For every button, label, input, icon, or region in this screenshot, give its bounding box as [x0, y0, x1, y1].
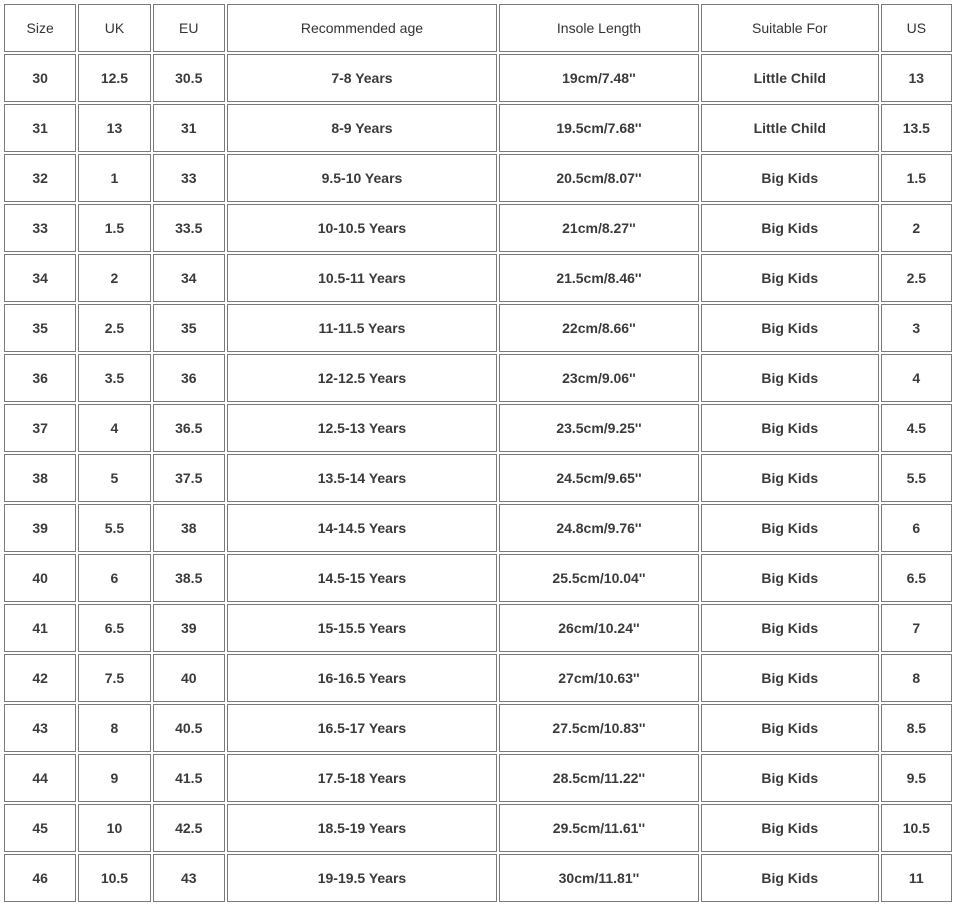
cell-recommended-age: 14.5-15 Years: [227, 554, 497, 602]
cell-us: 2.5: [881, 254, 952, 302]
cell-insole-length: 23cm/9.06'': [499, 354, 699, 402]
cell-size: 39: [4, 504, 76, 552]
table-row: [4, 354, 952, 402]
cell-insole-length: 21cm/8.27'': [499, 204, 699, 252]
size-chart-table: [2, 2, 954, 904]
cell-recommended-age: 18.5-19 Years: [227, 804, 497, 852]
table-row: [4, 104, 952, 152]
cell-uk: 1.5: [78, 204, 150, 252]
cell-recommended-age: 11-11.5 Years: [227, 304, 497, 352]
cell-insole-length: 21.5cm/8.46'': [499, 254, 699, 302]
cell-uk: 7.5: [78, 654, 150, 702]
cell-size: 37: [4, 404, 76, 452]
cell-insole-length: 28.5cm/11.22'': [499, 754, 699, 802]
cell-eu: 31: [153, 104, 225, 152]
cell-size: 41: [4, 604, 76, 652]
cell-recommended-age: 16.5-17 Years: [227, 704, 497, 752]
table-row: [4, 404, 952, 452]
table-row: [4, 704, 952, 752]
cell-eu: 38.5: [153, 554, 225, 602]
cell-uk: 9: [78, 754, 150, 802]
cell-size: 45: [4, 804, 76, 852]
cell-insole-length: 27cm/10.63'': [499, 654, 699, 702]
cell-suitable-for: Big Kids: [701, 504, 879, 552]
cell-insole-length: 19.5cm/7.68'': [499, 104, 699, 152]
cell-eu: 36.5: [153, 404, 225, 452]
cell-suitable-for: Big Kids: [701, 304, 879, 352]
cell-us: 8: [881, 654, 952, 702]
cell-suitable-for: Big Kids: [701, 354, 879, 402]
cell-eu: 33: [153, 154, 225, 202]
cell-eu: 41.5: [153, 754, 225, 802]
cell-size: 44: [4, 754, 76, 802]
column-header-recommended-age: Recommended age: [227, 4, 497, 52]
cell-us: 13.5: [881, 104, 952, 152]
cell-uk: 13: [78, 104, 150, 152]
cell-recommended-age: 8-9 Years: [227, 104, 497, 152]
table-row: [4, 754, 952, 802]
cell-us: 10.5: [881, 804, 952, 852]
cell-recommended-age: 19-19.5 Years: [227, 854, 497, 902]
cell-uk: 6.5: [78, 604, 150, 652]
cell-us: 1.5: [881, 154, 952, 202]
cell-eu: 39: [153, 604, 225, 652]
cell-suitable-for: Big Kids: [701, 604, 879, 652]
cell-size: 32: [4, 154, 76, 202]
cell-recommended-age: 12-12.5 Years: [227, 354, 497, 402]
cell-uk: 10: [78, 804, 150, 852]
table-row: [4, 804, 952, 852]
cell-recommended-age: 17.5-18 Years: [227, 754, 497, 802]
column-header-suitable-for: Suitable For: [701, 4, 879, 52]
cell-eu: 40.5: [153, 704, 225, 752]
table-row: [4, 854, 952, 902]
column-header-us: US: [881, 4, 952, 52]
cell-insole-length: 30cm/11.81'': [499, 854, 699, 902]
cell-recommended-age: 16-16.5 Years: [227, 654, 497, 702]
cell-suitable-for: Big Kids: [701, 804, 879, 852]
cell-suitable-for: Big Kids: [701, 654, 879, 702]
cell-suitable-for: Big Kids: [701, 704, 879, 752]
table-header: [4, 4, 952, 52]
cell-uk: 12.5: [78, 54, 150, 102]
column-header-size: Size: [4, 4, 76, 52]
cell-insole-length: 23.5cm/9.25'': [499, 404, 699, 452]
cell-suitable-for: Big Kids: [701, 754, 879, 802]
cell-us: 9.5: [881, 754, 952, 802]
cell-insole-length: 26cm/10.24'': [499, 604, 699, 652]
cell-eu: 38: [153, 504, 225, 552]
cell-us: 13: [881, 54, 952, 102]
cell-insole-length: 29.5cm/11.61'': [499, 804, 699, 852]
cell-recommended-age: 7-8 Years: [227, 54, 497, 102]
cell-insole-length: 24.8cm/9.76'': [499, 504, 699, 552]
cell-eu: 34: [153, 254, 225, 302]
column-header-insole-length: Insole Length: [499, 4, 699, 52]
cell-size: 38: [4, 454, 76, 502]
cell-size: 43: [4, 704, 76, 752]
cell-eu: 43: [153, 854, 225, 902]
cell-size: 35: [4, 304, 76, 352]
cell-suitable-for: Big Kids: [701, 154, 879, 202]
table-row: [4, 454, 952, 502]
cell-size: 31: [4, 104, 76, 152]
cell-recommended-age: 15-15.5 Years: [227, 604, 497, 652]
cell-us: 4: [881, 354, 952, 402]
table-row: [4, 254, 952, 302]
cell-uk: 1: [78, 154, 150, 202]
cell-recommended-age: 14-14.5 Years: [227, 504, 497, 552]
cell-suitable-for: Little Child: [701, 104, 879, 152]
cell-recommended-age: 9.5-10 Years: [227, 154, 497, 202]
cell-recommended-age: 10.5-11 Years: [227, 254, 497, 302]
cell-eu: 40: [153, 654, 225, 702]
table-row: [4, 54, 952, 102]
header-row: [4, 4, 952, 52]
column-header-eu: EU: [153, 4, 225, 52]
column-header-uk: UK: [78, 4, 150, 52]
cell-recommended-age: 13.5-14 Years: [227, 454, 497, 502]
cell-us: 5.5: [881, 454, 952, 502]
cell-us: 2: [881, 204, 952, 252]
cell-uk: 4: [78, 404, 150, 452]
cell-uk: 5: [78, 454, 150, 502]
cell-size: 36: [4, 354, 76, 402]
cell-insole-length: 27.5cm/10.83'': [499, 704, 699, 752]
cell-insole-length: 20.5cm/8.07'': [499, 154, 699, 202]
cell-suitable-for: Big Kids: [701, 854, 879, 902]
cell-eu: 42.5: [153, 804, 225, 852]
table-row: [4, 654, 952, 702]
cell-uk: 2.5: [78, 304, 150, 352]
cell-uk: 2: [78, 254, 150, 302]
cell-uk: 8: [78, 704, 150, 752]
cell-size: 30: [4, 54, 76, 102]
cell-uk: 6: [78, 554, 150, 602]
cell-us: 8.5: [881, 704, 952, 752]
cell-uk: 10.5: [78, 854, 150, 902]
cell-us: 6.5: [881, 554, 952, 602]
cell-eu: 36: [153, 354, 225, 402]
cell-suitable-for: Big Kids: [701, 204, 879, 252]
cell-uk: 5.5: [78, 504, 150, 552]
cell-size: 34: [4, 254, 76, 302]
table-row: [4, 554, 952, 602]
cell-suitable-for: Big Kids: [701, 404, 879, 452]
cell-us: 11: [881, 854, 952, 902]
cell-eu: 33.5: [153, 204, 225, 252]
cell-recommended-age: 12.5-13 Years: [227, 404, 497, 452]
cell-suitable-for: Big Kids: [701, 254, 879, 302]
cell-insole-length: 25.5cm/10.04'': [499, 554, 699, 602]
cell-size: 40: [4, 554, 76, 602]
table-row: [4, 304, 952, 352]
cell-recommended-age: 10-10.5 Years: [227, 204, 497, 252]
cell-suitable-for: Little Child: [701, 54, 879, 102]
table-row: [4, 204, 952, 252]
cell-suitable-for: Big Kids: [701, 454, 879, 502]
cell-eu: 35: [153, 304, 225, 352]
cell-insole-length: 22cm/8.66'': [499, 304, 699, 352]
cell-suitable-for: Big Kids: [701, 554, 879, 602]
table-row: [4, 154, 952, 202]
cell-size: 42: [4, 654, 76, 702]
cell-insole-length: 24.5cm/9.65'': [499, 454, 699, 502]
cell-eu: 30.5: [153, 54, 225, 102]
table-row: [4, 604, 952, 652]
cell-size: 33: [4, 204, 76, 252]
cell-us: 6: [881, 504, 952, 552]
cell-insole-length: 19cm/7.48'': [499, 54, 699, 102]
cell-uk: 3.5: [78, 354, 150, 402]
cell-us: 3: [881, 304, 952, 352]
cell-eu: 37.5: [153, 454, 225, 502]
cell-size: 46: [4, 854, 76, 902]
table-row: [4, 504, 952, 552]
table-body: [4, 54, 952, 902]
cell-us: 7: [881, 604, 952, 652]
cell-us: 4.5: [881, 404, 952, 452]
